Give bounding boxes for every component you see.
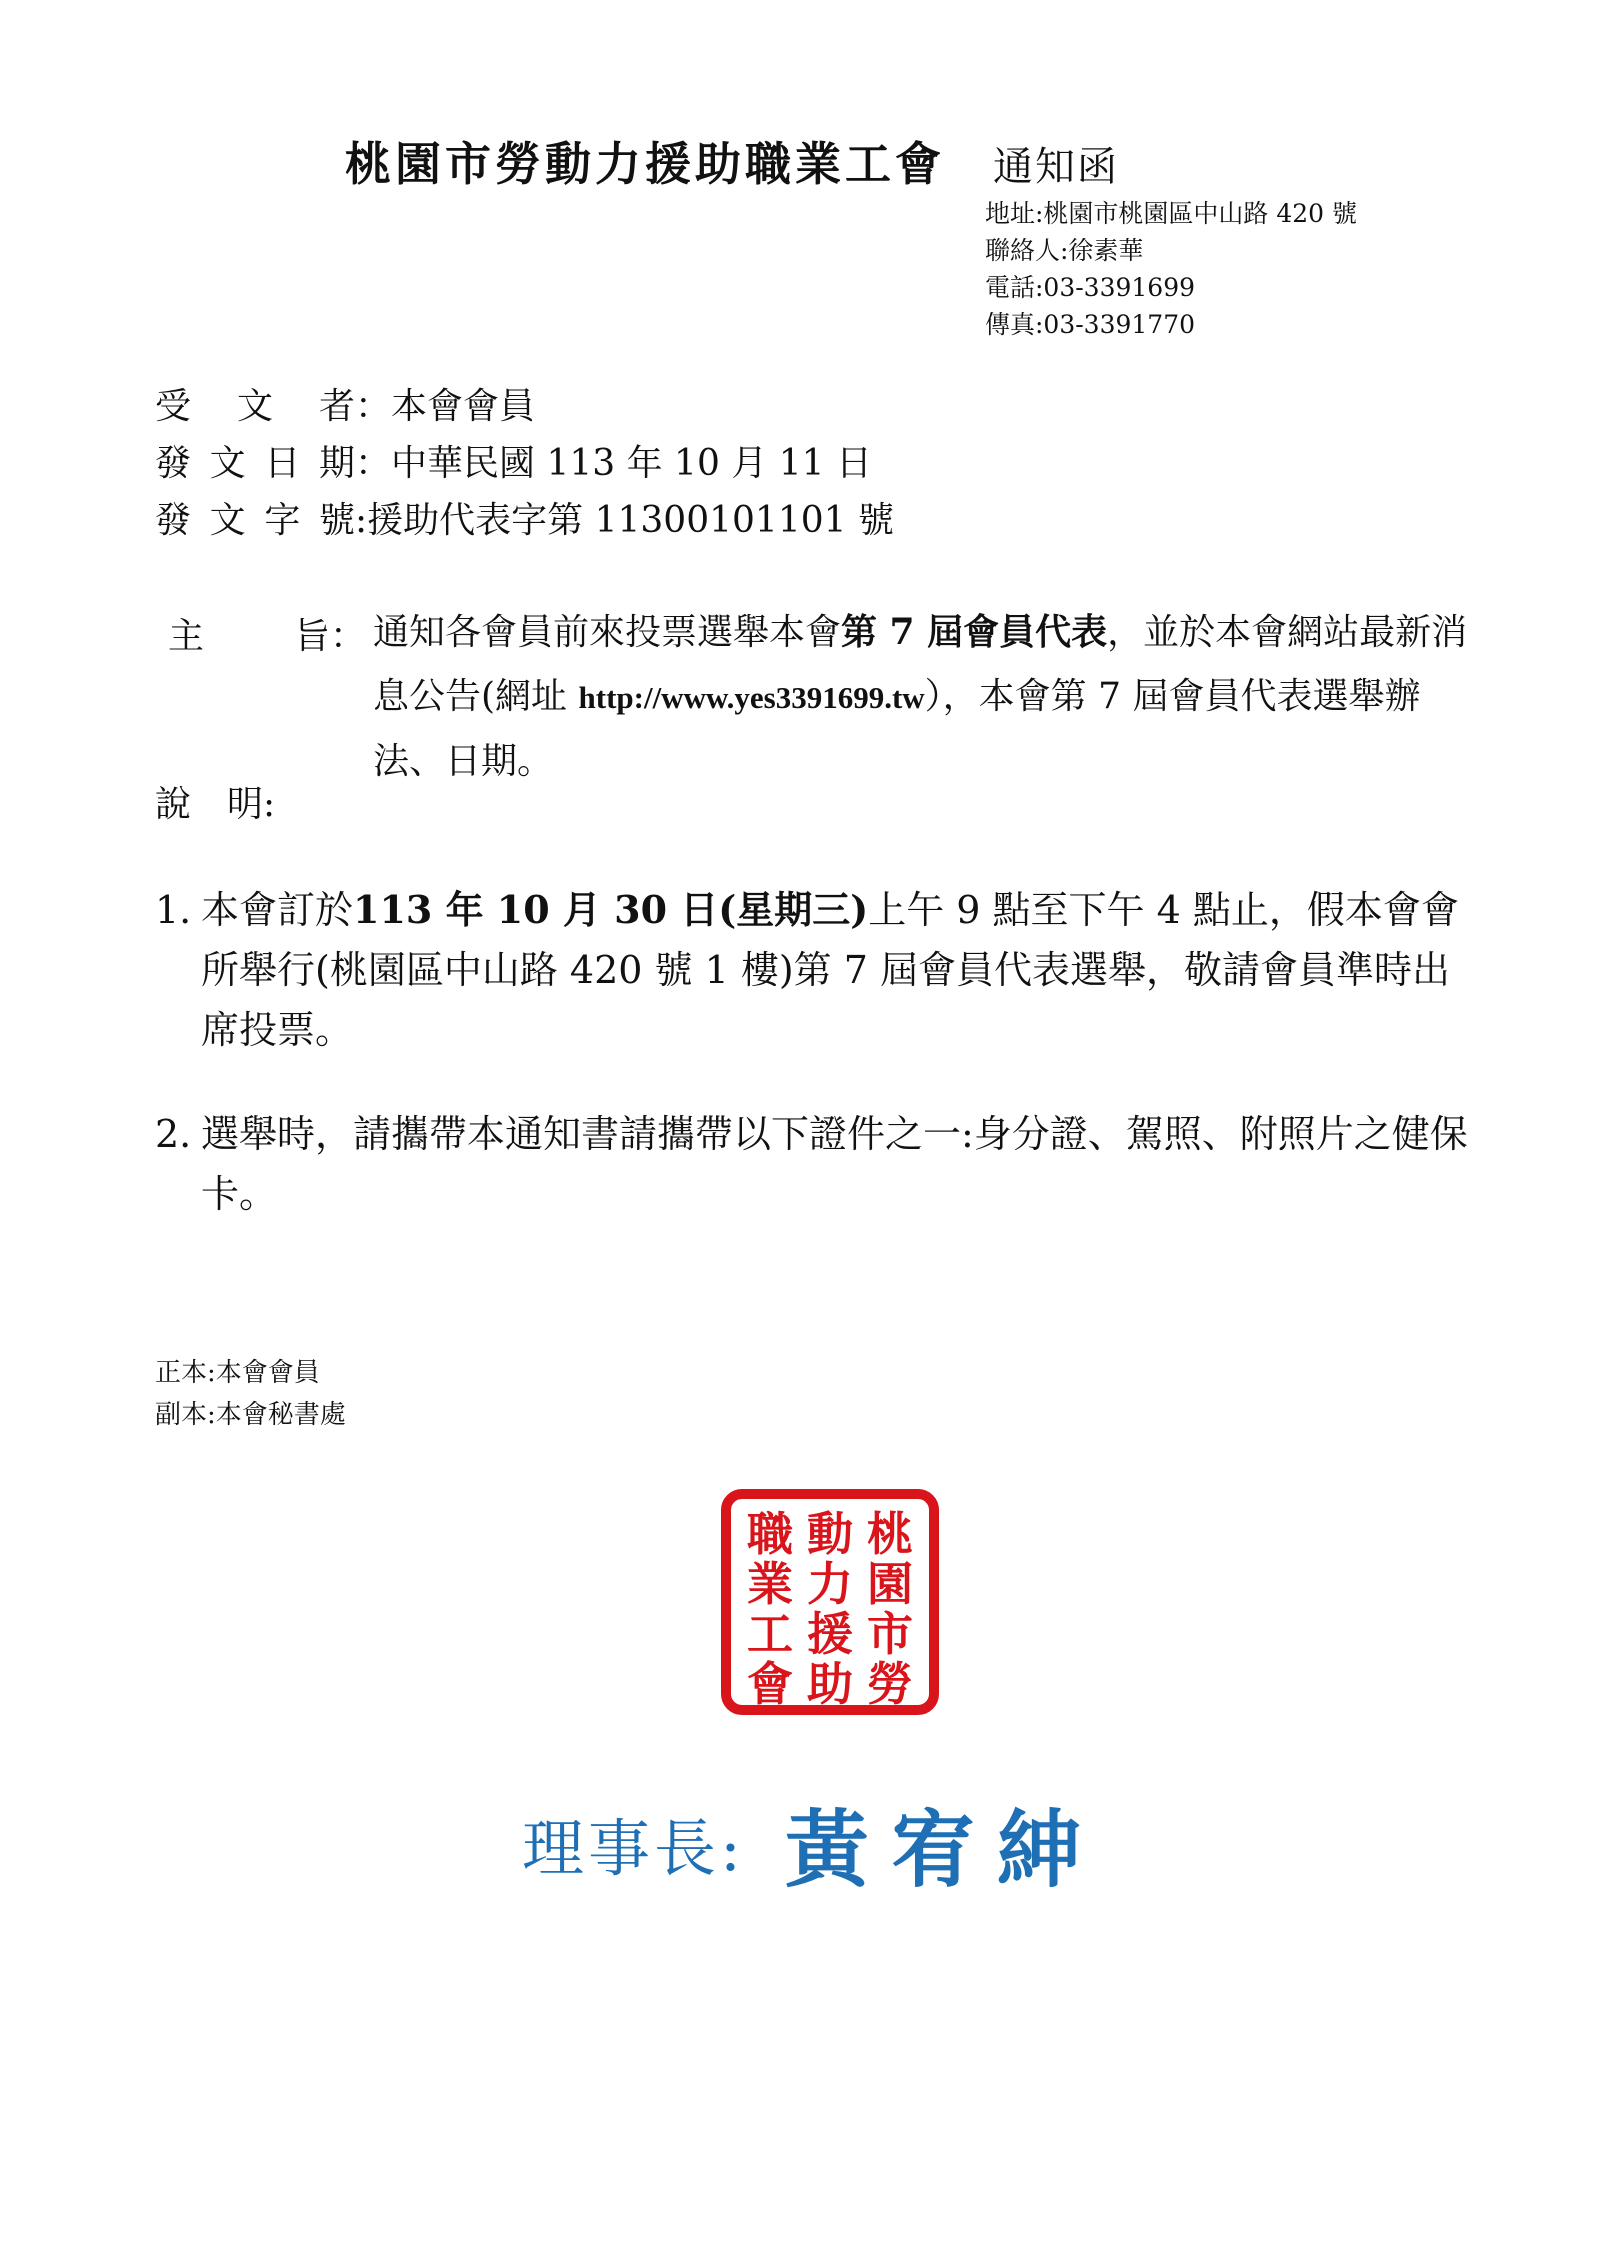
seal-char: 動 [807, 1507, 853, 1561]
subject-label-b: 旨 [294, 616, 331, 657]
signature-title: 理事長: [522, 1812, 745, 1885]
date-line [155, 435, 872, 486]
item-number: 2. [155, 1112, 192, 1156]
seal-char: 園 [867, 1557, 913, 1611]
date-sep: ： [355, 443, 392, 484]
ref-sep: : [355, 500, 368, 541]
contact-person: 聯絡人:徐素華 [985, 236, 1144, 265]
item-text-c: 上午 9 點至下午 4 點止，假本會會所舉行(桃園區中山路 420 號 1 樓)第 7 屆會員代表選舉，敬請會員準時出席投票。 [201, 888, 1459, 1052]
copy-recipient: 副本:本會秘書處 [155, 1400, 346, 1430]
recipient-sep: ： [355, 386, 392, 427]
doc-type: 通知函 [993, 144, 1119, 190]
subject-text [373, 600, 1473, 794]
fax: 傳真:03-3391770 [985, 310, 1196, 339]
seal-char: 會 [747, 1657, 793, 1711]
seal-char: 助 [807, 1657, 853, 1711]
item-number: 1. [155, 888, 192, 932]
signature-name: 黃宥紳 [784, 1800, 1103, 1899]
date-value: 中華民國 113 年 10 月 11 日 [391, 443, 873, 484]
website-link[interactable]: http://www.yes3391699.tw [578, 680, 925, 715]
organization-seal [720, 1488, 940, 1716]
subject-sep: ： [330, 616, 367, 657]
copies-block [155, 1352, 346, 1436]
ref-label: 發文字號 [155, 500, 355, 541]
subject-label-a: 主 [168, 616, 205, 657]
subject-label [168, 608, 366, 659]
org-name: 桃園市勞動力援助職業工會 [345, 137, 945, 191]
recipient-value: 本會會員 [391, 386, 536, 427]
recipient-line [155, 378, 535, 429]
subject-part1: 通知各會員前來投票選舉本會 [373, 612, 842, 653]
seal-char: 市 [867, 1607, 913, 1661]
ref-value: 援助代表字第 11300101101 號 [367, 500, 894, 541]
seal-char: 職 [747, 1507, 793, 1561]
item-text-a: 本會訂於 [201, 888, 354, 932]
seal-char: 勞 [867, 1657, 913, 1711]
seal-char: 力 [807, 1557, 853, 1611]
subject-part2: ，並於本會網站最新消息公告(網址 [373, 612, 1468, 717]
recipient-label: 受文者 [155, 386, 355, 427]
document-title [345, 128, 1119, 194]
item-text: 選舉時，請攜帶本通知書請攜帶以下證件之一:身分證、駕照、附照片之健保卡。 [201, 1112, 1468, 1216]
seal-char: 業 [747, 1557, 793, 1611]
contact-block [985, 195, 1357, 343]
item-text-bold: 113 年 10 月 30 日(星期三) [353, 887, 869, 932]
phone: 電話:03-3391699 [985, 273, 1196, 302]
seal-char: 援 [807, 1607, 853, 1661]
subject-bold: 第 7 屆會員代表 [841, 611, 1108, 653]
ref-line [155, 492, 894, 543]
explanation-label: 說 明: [155, 784, 276, 825]
date-label: 發文日期 [155, 443, 355, 484]
seal-char: 工 [747, 1607, 793, 1661]
subject-part3: ），本會第 7 屆會員代表選舉辦法、日期。 [373, 676, 1421, 782]
original-recipient: 正本:本會會員 [155, 1358, 320, 1388]
seal-char: 桃 [867, 1507, 913, 1561]
address: 地址:桃園市桃園區中山路 420 號 [985, 199, 1358, 228]
list-item [155, 1104, 1475, 1224]
signature-block [522, 1783, 1103, 1904]
list-item [155, 880, 1475, 1060]
